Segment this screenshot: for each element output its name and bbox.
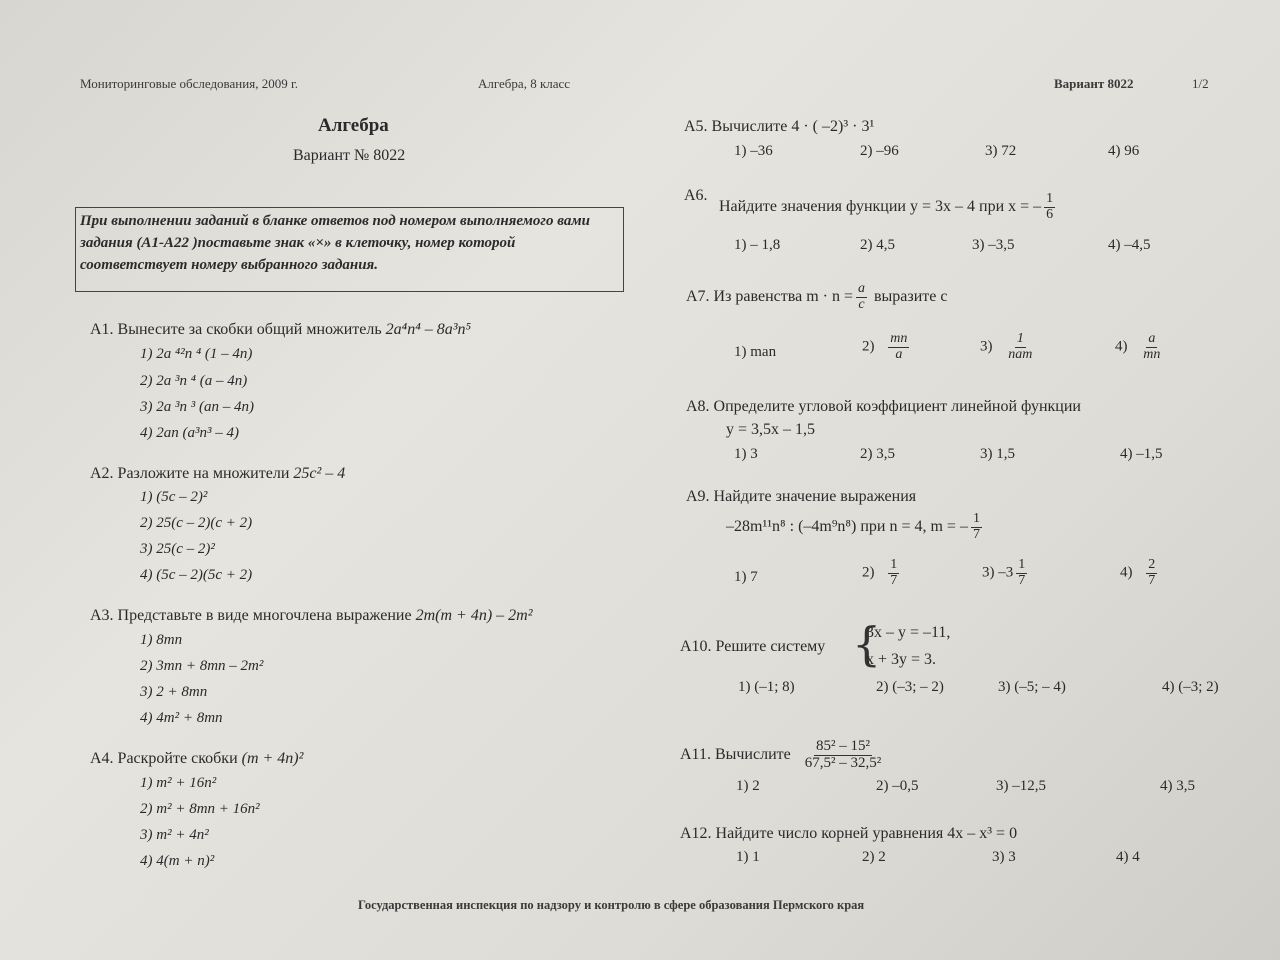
a6-label: А6. (684, 187, 708, 204)
question-a9: А9. Найдите значение выражения (686, 488, 917, 505)
header-center: Алгебра, 8 класс (478, 76, 571, 91)
question-a4: А4. Раскройте скобки (m + 4n)² (90, 750, 304, 767)
a10-equation-1: 3x – y = –11, (866, 624, 951, 641)
a10-option-1: 1) (–1; 8) (738, 679, 795, 695)
a11-fraction: $\frac{\text{85² – 15²}}{\text{67,5² – 32,5²}}$ (804, 738, 882, 771)
a10-option-4: 4) (–3; 2) (1162, 679, 1219, 695)
a6-fraction: $\frac{1}{6}$ (1046, 191, 1054, 222)
a6-option-2: 2) 4,5 (860, 237, 895, 253)
a10-option-2: 2) (–3; – 2) (876, 679, 944, 695)
a4-option-3: 3) m² + 4n² (140, 827, 209, 843)
a11-option-1: 1) 2 (736, 778, 760, 794)
question-a1: А1. Вынесите за скобки общий множитель 2a⁴n⁴ – 8a³n⁵ (90, 321, 472, 338)
a7-option-3: 3) $\frac{1}{\text{nam}}$ (980, 331, 1033, 362)
a3-option-4: 4) 4m² + 8mn (140, 710, 223, 726)
a2-option-2: 2) 25(c – 2)(c + 2) (140, 515, 253, 531)
a1-option-2: 2) 2a ³n ⁴ (a – 4n) (140, 373, 248, 389)
a4-option-1: 1) m² + 16n² (140, 775, 217, 791)
a5-option-3: 3) 72 (985, 143, 1017, 159)
a6-option-1: 1) – 1,8 (734, 237, 781, 253)
a7-option-1: 1) man (734, 344, 777, 360)
a8-expression: y = 3,5x – 1,5 (726, 421, 816, 438)
a12-option-2: 2) 2 (862, 849, 886, 865)
a1-option-1: 1) 2a ⁴²n ⁴ (1 – 4n) (140, 346, 253, 362)
question-a5: А5. Вычислите 4 · ( –2)³ · 3¹ (684, 118, 875, 135)
a9-option-4: 4) $\frac{2}{7}$ (1120, 557, 1156, 588)
page-title: Алгебра (318, 115, 389, 136)
a8-option-2: 2) 3,5 (860, 446, 895, 462)
footer-text: Государственная инспекция по надзору и контролю в сфере образования Пермского края (358, 898, 865, 912)
question-a8: А8. Определите угловой коэффициент линейной функции (686, 398, 1081, 415)
a2-option-4: 4) (5c – 2)(5c + 2) (140, 567, 253, 583)
system-brace: { (852, 617, 882, 671)
question-a12: А12. Найдите число корней уравнения 4x – x³ = 0 (680, 825, 1018, 842)
a8-option-3: 3) 1,5 (980, 446, 1015, 462)
header-variant: Вариант 8022 (1054, 76, 1134, 91)
a5-option-4: 4) 96 (1108, 143, 1140, 159)
a1-option-4: 4) 2an (a³n³ – 4) (140, 425, 239, 441)
a7-option-2: 2) $\frac{mn}{a}$ (862, 331, 908, 362)
a12-option-3: 3) 3 (992, 849, 1016, 865)
header-left: Мониторинговые обследования, 2009 г. (80, 76, 299, 91)
a9-option-3: 3) –3 $\frac{1}{7}$ (982, 557, 1026, 588)
question-a3: А3. Представьте в виде многочлена выражение 2m(m + 4n) – 2m² (90, 607, 533, 624)
a9-option-2: 2) $\frac{1}{7}$ (862, 557, 898, 588)
variant-line: Вариант № 8022 (293, 147, 406, 164)
a6-option-3: 3) –3,5 (972, 237, 1015, 253)
a3-option-2: 2) 3mn + 8mn – 2m² (140, 658, 264, 674)
a3-option-3: 3) 2 + 8mn (140, 684, 208, 700)
a5-option-1: 1) –36 (734, 143, 773, 159)
a10-equation-2: x + 3y = 3. (866, 651, 937, 668)
question-a10: А10. Решите систему (680, 638, 826, 655)
question-a7: А7. Из равенства m · n = $\frac{a}{c}$ выразите c (686, 281, 948, 312)
a1-option-3: 3) 2a ³n ³ (an – 4n) (140, 399, 254, 415)
a8-option-4: 4) –1,5 (1120, 446, 1163, 462)
a11-option-2: 2) –0,5 (876, 778, 919, 794)
a5-option-2: 2) –96 (860, 143, 899, 159)
instructions-box: При выполнении заданий в бланке ответов под номером выполняемого вами задания (А1-А22 )поставьте знак «×» в клеточку, номер которой соответствует номеру выбранного задания. (75, 207, 624, 292)
a12-option-1: 1) 1 (736, 849, 760, 865)
a2-option-3: 3) 25(c – 2)² (140, 541, 215, 557)
header-page: 1/2 (1192, 76, 1209, 91)
a2-option-1: 1) (5c – 2)² (140, 489, 208, 505)
a11-option-4: 4) 3,5 (1160, 778, 1195, 794)
a3-option-1: 1) 8mn (140, 632, 183, 648)
a12-option-4: 4) 4 (1116, 849, 1140, 865)
a11-option-3: 3) –12,5 (996, 778, 1046, 794)
a8-option-1: 1) 3 (734, 446, 758, 462)
a9-expression: –28m¹¹n⁸ : (–4m⁹n⁸) при n = 4, m = – $\frac{1}{7}$ (726, 511, 980, 542)
question-a11: А11. Вычислите $\frac{\text{85² – 15²}}{\text{67,5² – 32,5²}}$ (680, 738, 882, 771)
question-a6: Найдите значения функции y = 3x – 4 при x = – $\frac{1}{6}$ (719, 191, 1054, 222)
a4-option-4: 4) 4(m + n)² (140, 853, 215, 869)
a7-option-4: 4) $\frac{a}{mn}$ (1115, 331, 1161, 362)
a4-option-2: 2) m² + 8mn + 16n² (140, 801, 260, 817)
a10-option-3: 3) (–5; – 4) (998, 679, 1066, 695)
a9-option-1: 1) 7 (734, 569, 758, 585)
a6-option-4: 4) –4,5 (1108, 237, 1151, 253)
question-a2: А2. Разложите на множители 25c² – 4 (90, 465, 346, 482)
a7-fraction: $\frac{a}{c}$ (858, 281, 865, 312)
